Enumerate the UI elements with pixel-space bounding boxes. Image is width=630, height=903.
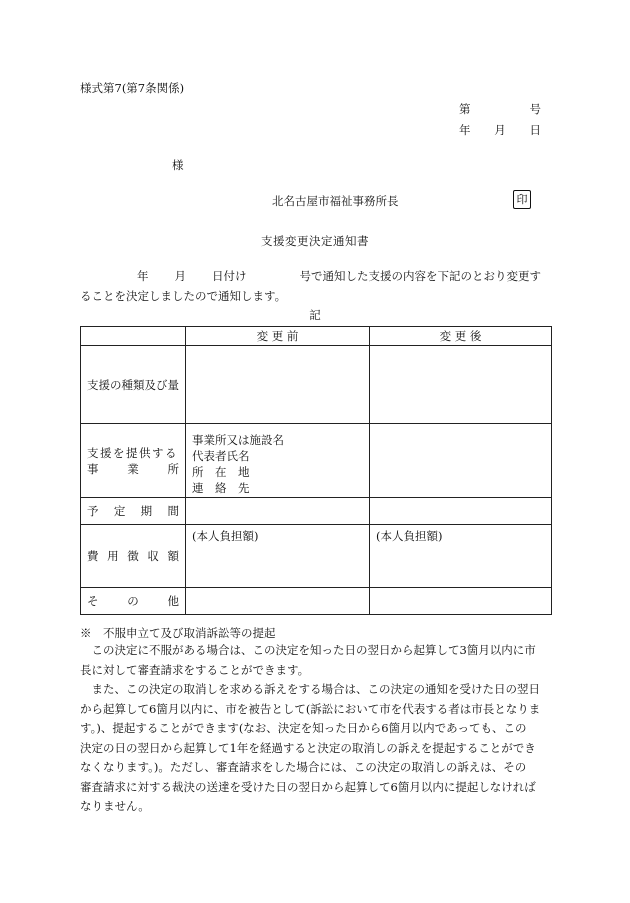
label-provider-line1: 支援を提供する	[87, 445, 178, 460]
table-header-row	[81, 327, 552, 346]
note-paragraph-1	[80, 641, 552, 680]
note-line: す。)、提起することができます(なお、決定を知った日から6箇月以内であっても、この	[80, 721, 527, 735]
kind-before	[186, 346, 370, 424]
table-row	[81, 588, 552, 615]
intro-day: 日付け	[212, 269, 247, 283]
issuer: 北名古屋市福祉事務所長	[272, 194, 399, 208]
provider-detail-name: 事業所又は施設名	[192, 433, 284, 447]
cost-before: (本人負担額)	[186, 525, 370, 588]
kind-after	[370, 346, 552, 424]
intro-month: 月	[174, 269, 186, 283]
provider-detail-contact: 連 絡 先	[192, 481, 250, 495]
label-char: 定	[113, 504, 126, 518]
number-prefix: 第	[459, 102, 471, 116]
label-provider	[81, 424, 186, 498]
label-char: 期	[140, 504, 153, 518]
note-paragraph-2	[80, 680, 552, 817]
table-row	[81, 525, 552, 588]
provider-before	[186, 424, 370, 498]
label-char: 予	[87, 504, 99, 518]
number-suffix: 号	[529, 102, 541, 116]
label-period	[81, 498, 186, 525]
note-line: なりません。	[80, 799, 150, 813]
intro-line-2: ることを決定しましたので通知します。	[80, 289, 287, 303]
provider-detail-address: 所 在 地	[192, 465, 250, 479]
label-char: そ	[87, 594, 99, 608]
header-after: 変 更 後	[370, 327, 552, 346]
label-char: 額	[167, 549, 179, 563]
label-kind: 支援の種類及び量	[81, 346, 186, 424]
label-char: 用	[107, 549, 119, 563]
issue-day: 日	[529, 123, 541, 137]
provider-detail-rep: 代表者氏名	[192, 449, 250, 463]
note-line: から起算して6箇月以内に、市を被告として(訴訟において市を代表する者は市長となりま	[80, 701, 541, 716]
label-char: 他	[167, 594, 179, 608]
header-blank-cell	[81, 327, 186, 346]
note-line: 決定の日の翌日から起算して1年を経過すると決定の取消しの訴えを提起することができ	[80, 740, 536, 755]
label-other	[81, 588, 186, 615]
period-before	[186, 498, 370, 525]
addressee: 様	[172, 158, 184, 172]
intro-number-text: 号で通知した支援の内容を下記のとおり変更す	[299, 269, 541, 283]
label-char: 徴	[127, 549, 139, 563]
label-provider-char: 業	[127, 461, 139, 476]
change-table	[80, 326, 552, 615]
label-char: 収	[147, 549, 159, 563]
issue-year: 年	[459, 123, 471, 137]
label-provider-line2	[87, 461, 179, 477]
document-title: 支援変更決定通知書	[261, 234, 369, 248]
table-row	[81, 424, 552, 498]
label-char: 間	[167, 504, 179, 518]
form-id: 様式第7(第7条関係)	[80, 81, 185, 95]
label-char: の	[127, 594, 139, 608]
other-before	[186, 588, 370, 615]
period-after	[370, 498, 552, 525]
note-line: なくなります。)。ただし、審査請求をした場合には、この決定の取消しの訴えは、その	[80, 760, 527, 774]
header-before: 変 更 前	[186, 327, 370, 346]
other-after	[370, 588, 552, 615]
label-char: 費	[87, 549, 99, 563]
provider-after	[370, 424, 552, 498]
seal-mark: 印	[513, 190, 531, 209]
issue-date	[459, 122, 541, 138]
note-line: また、この決定の取消しを求める訴えをする場合は、この決定の通知を受けた日の翌日	[80, 682, 540, 696]
note-line: 長に対して審査請求をすることができます。	[80, 662, 310, 677]
label-provider-char: 所	[167, 461, 179, 476]
issue-month: 月	[494, 123, 506, 137]
cost-after: (本人負担額)	[370, 525, 552, 588]
document-number	[459, 101, 541, 117]
intro-line-1	[80, 268, 552, 284]
table-row	[81, 498, 552, 525]
label-provider-char: 事	[87, 461, 99, 476]
note-line: 審査請求に対する裁決の送達を受けた日の翌日から起算して6箇月以内に提起しなければ	[80, 779, 536, 794]
label-cost	[81, 525, 186, 588]
intro-year: 年	[137, 269, 149, 283]
table-row	[81, 346, 552, 424]
note-line: この決定に不服がある場合は、この決定を知った日の翌日から起算して3箇月以内に市	[80, 643, 536, 657]
ki-heading: 記	[309, 308, 321, 322]
note-heading: ※ 不服申立て及び取消訴訟等の提起	[80, 626, 276, 640]
